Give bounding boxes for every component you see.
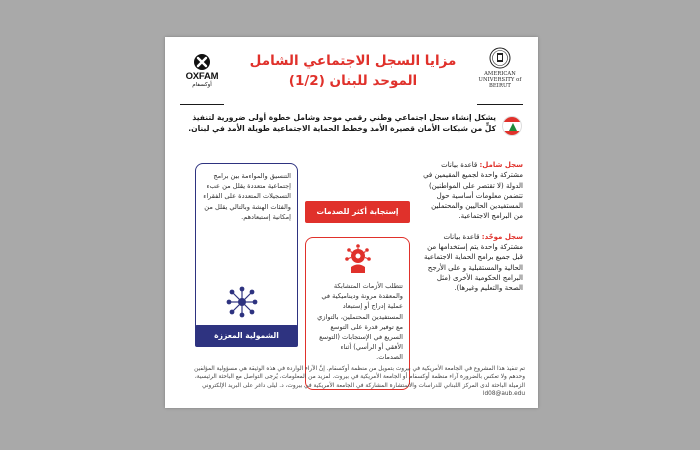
lebanon-flag-icon [502,116,522,136]
header [165,37,538,101]
shock-response-text: تتطلب الأزمات المتشابكة والمعقدة مرونة وديناميكية في عملية إدراج أو إستبعاد المستفيدين المحتملين، بالتوازي مع توفير قدرة على التوسع السريع في الإستجابات (التوسع الأفقي أو الرأسي) أثناء الصدمات. [317,282,403,362]
definition-comprehensive-text: قاعدة بيانات مشتركة واحدة لجميع المقيمين في الدولة (لا تقتصر على المواطنين) تتضمن معلومات أساسية حول المستفيدين الحاليين والمحتملين من البرامج الاجتماعية. [423,161,523,221]
aub-logo-text: AMERICAN UNIVERSITY of BEIRUT [478,71,522,89]
definition-unified-label: سجل موحّد: [481,232,523,241]
right-column [423,160,523,304]
page-title: مزايا السجل الاجتماعي الشامل الموحد للبنان (1/2) [249,53,457,89]
network-people-icon [225,285,259,319]
inclusion-label: الشمولية المعززة [195,325,298,347]
oxfam-logo [180,53,224,89]
shock-response-label: إستجابة أكثر للصدمات [305,201,410,223]
definition-unified-text: قاعدة بيانات مشتركة واحدة يتم إستخدامها من قبل جميع برامج الحماية الاجتماعية الحالية والمستقبلية و على الأرجح البرامج الحكومية الأخرى (مثل الصحة والتعليم وغيرها). [424,232,523,293]
aub-seal-icon [489,47,511,69]
footer-note: تم تنفيذ هذا المشروع في الجامعة الأمريكية في بيروت بتمويل من منظمة أوكسفام. إنَّ الآراء الواردة في هذه الوثيقة هي مسؤولية المؤلفين وحدهم ولا تعكس بالضرورة آراء منظمة أوكسفام أو الجامعة الأمريكية في بيروت. لمزيد من المعلومات، يُرجى التواصل مع الباحثة الرئيسية، الزميلة الباحثة لدى المركز اللبناني للدراسات والاستشارة المشاركة في الجامعة الأمريكية في بيروت، د. ليلى داغر على البريد الإلكتروني ld08@aub.edu [194,366,525,398]
definition-comprehensive-label: سجل شامل: [479,161,523,169]
intro-text: يشكل إنشاء سجل اجتماعي وطني رقمي موحد وشامل خطوة أولى ضرورية لتنفيذ كلٍّ من شبكات الأمان قصيرة الأمد وخطط الحماية الاجتماعية طويلة الأمد في لبنان. [188,113,496,133]
divider-left [180,104,224,105]
virus-shield-icon [341,243,375,277]
aub-logo [477,47,523,89]
definition-unified [423,232,523,294]
oxfam-mark-icon [193,53,211,71]
definition-comprehensive [423,160,523,222]
infographic-card [165,37,538,408]
oxfam-logo-text: OXFAM [185,71,219,82]
oxfam-logo-arabic: أوكسفام [192,82,212,88]
divider-right [477,104,523,105]
inclusion-text: التنسيق والمواءمة بين برامج إجتماعية متعددة يقلل من عبء التسجيلات المتعددة على الفقراء والفئات الهشة وبالتالي يقلل من إمكانية إستبعادهم. [203,172,291,221]
